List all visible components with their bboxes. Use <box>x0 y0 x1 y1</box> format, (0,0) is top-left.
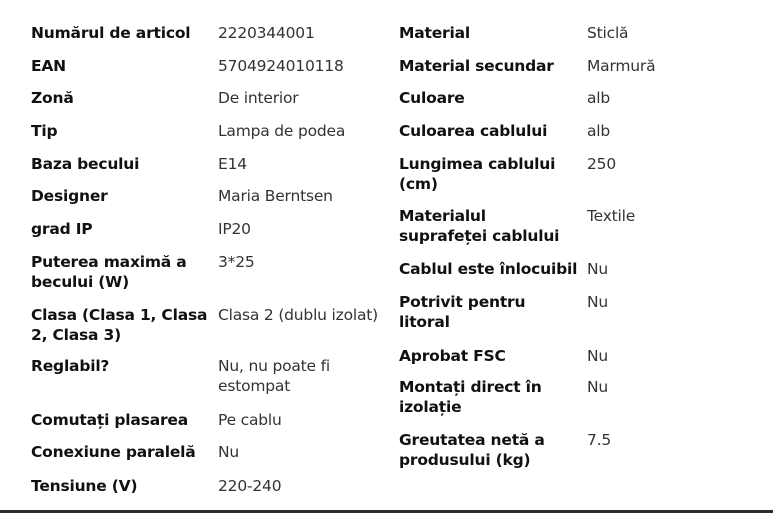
spec-value: Marmură <box>587 57 656 75</box>
spec-row-cable-surface-material <box>399 206 636 246</box>
spec-label: Lungimea cablului (cm) <box>399 155 556 193</box>
spec-label: Greutatea netă a produsului (kg) <box>399 431 545 469</box>
spec-row-net-weight <box>399 430 612 470</box>
spec-row-dimmable <box>31 356 330 395</box>
spec-value: 7.5 <box>587 431 612 449</box>
spec-row-cable-length <box>399 154 616 194</box>
spec-value: 5704924010118 <box>218 57 344 75</box>
spec-row-secondary-material <box>399 56 656 76</box>
spec-value: IP20 <box>218 220 251 238</box>
spec-label: Baza becului <box>31 155 140 173</box>
spec-label: Materialul suprafeței cablului <box>399 207 560 245</box>
spec-label: EAN <box>31 57 66 75</box>
spec-row-ean <box>31 56 344 76</box>
spec-row-bulb-base <box>31 154 247 174</box>
spec-value: Nu <box>587 260 609 278</box>
spec-label: Comutați plasarea <box>31 411 188 429</box>
spec-row-ip-rating <box>31 219 251 239</box>
spec-label: Culoarea cablului <box>399 122 548 140</box>
spec-label: Aprobat FSC <box>399 347 506 365</box>
spec-row-coastal-suitable <box>399 292 609 332</box>
spec-row-switch-placement <box>31 410 282 430</box>
spec-value: 220-240 <box>218 477 282 495</box>
spec-value: Clasa 2 (dublu izolat) <box>218 306 378 324</box>
spec-label: Material <box>399 24 470 42</box>
spec-row-class <box>31 305 378 345</box>
spec-label: Zonă <box>31 89 74 107</box>
spec-value: Nu <box>218 443 240 461</box>
spec-value: 2220344001 <box>218 24 315 42</box>
spec-value: De interior <box>218 89 299 107</box>
spec-label: grad IP <box>31 220 93 238</box>
spec-label: Tip <box>31 122 58 140</box>
spec-row-article-number <box>31 23 315 43</box>
spec-label: Potrivit pentru litoral <box>399 293 526 331</box>
spec-value: Pe cablu <box>218 411 282 429</box>
spec-label: Conexiune paralelă <box>31 443 196 461</box>
spec-label: Puterea maximă a becului (W) <box>31 253 187 291</box>
spec-row-designer <box>31 186 333 206</box>
spec-label: Reglabil? <box>31 357 110 375</box>
spec-value: Nu <box>587 347 609 365</box>
spec-value: Textile <box>587 207 636 225</box>
spec-label: Material secundar <box>399 57 554 75</box>
spec-label: Montați direct în izolație <box>399 378 542 416</box>
spec-value: Nu <box>587 378 609 396</box>
spec-value: Maria Berntsen <box>218 187 333 205</box>
spec-label: Clasa (Clasa 1, Clasa 2, Clasa 3) <box>31 306 208 344</box>
spec-label: Culoare <box>399 89 465 107</box>
spec-row-voltage <box>31 476 282 496</box>
spec-label: Numărul de articol <box>31 24 191 42</box>
spec-row-insulation-mount <box>399 377 609 417</box>
spec-value: Nu, nu poate fi estompat <box>218 357 330 395</box>
spec-row-max-bulb-power <box>31 252 255 292</box>
spec-value: Nu <box>587 293 609 311</box>
spec-label: Cablul este înlocuibil <box>399 260 578 278</box>
spec-label: Designer <box>31 187 108 205</box>
spec-row-parallel-connection <box>31 442 240 462</box>
spec-row-fsc-approved <box>399 346 609 366</box>
spec-value: Lampa de podea <box>218 122 346 140</box>
spec-row-cable-replaceable <box>399 259 609 279</box>
spec-row-material <box>399 23 629 43</box>
spec-value: 250 <box>587 155 616 173</box>
spec-row-cable-color <box>399 121 611 141</box>
spec-value: 3*25 <box>218 253 255 271</box>
spec-value: alb <box>587 89 611 107</box>
spec-label: Tensiune (V) <box>31 477 138 495</box>
spec-row-zone <box>31 88 299 108</box>
spec-row-type <box>31 121 346 141</box>
spec-value: E14 <box>218 155 247 173</box>
spec-value: alb <box>587 122 611 140</box>
spec-value: Sticlă <box>587 24 629 42</box>
spec-row-color <box>399 88 611 108</box>
